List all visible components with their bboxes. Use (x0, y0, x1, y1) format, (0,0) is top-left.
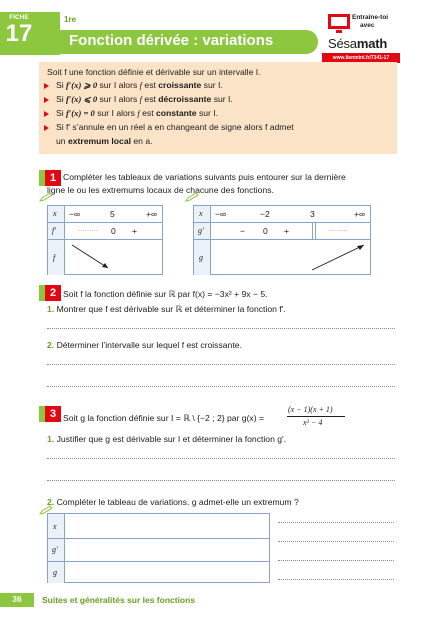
bullet-icon (44, 97, 49, 103)
table-header-x: x (199, 209, 203, 218)
ex1-instruction-2: ligne le ou les extremums locaux de chacune des fonctions. (47, 185, 274, 195)
pencil-icon (39, 192, 53, 202)
fraction-bar (287, 416, 345, 417)
x-value: +∞ (146, 209, 158, 219)
page-number: 36 (12, 594, 22, 604)
table-header-gprime: g′ (52, 545, 58, 554)
sesamath-logo: Sésamath (328, 36, 388, 51)
answer-line[interactable] (47, 480, 395, 481)
fiche-label: FICHE (9, 14, 29, 21)
gprime-zero: 0 (263, 226, 268, 236)
variation-table-g-ex3[interactable] (47, 513, 270, 583)
ex2-question-1: 1. Montrer que f est dérivable sur ℝ et déterminer la fonction f′. (47, 304, 286, 314)
ex2-statement: Soit f la fonction définie sur ℝ par f(x) = −3x² + 9x − 5. (63, 289, 268, 299)
table-header-x: x (53, 522, 57, 531)
x-value: −∞ (215, 209, 227, 219)
fraction-denominator: x² − 4 (303, 418, 323, 427)
intro-line-4: Si f′(x) = 0 sur I alors f est constante sur I. (56, 108, 219, 118)
fprime-zero: 0 (111, 226, 116, 236)
x-value: 5 (110, 209, 115, 219)
gprime-sign: + (284, 226, 290, 236)
gprime-sign: − (240, 226, 246, 236)
answer-blank[interactable]: ……… (328, 226, 348, 233)
exercise-number-3: 3 (45, 406, 61, 422)
ex3-question-2: 2. Compléter le tableau de variations. g admet-elle un extremum ? (47, 497, 299, 507)
table-header-x: x (53, 209, 57, 218)
answer-blank[interactable]: ……… (78, 226, 98, 233)
bullet-icon (44, 111, 49, 117)
increasing-arrow-icon (212, 240, 371, 275)
fprime-sign: + (132, 226, 138, 236)
level-badge: 1re (64, 15, 77, 24)
table-header-f: f (53, 253, 56, 262)
table-header-fprime: f′ (52, 226, 56, 235)
ex1-instruction: Compléter les tableaux de variations suivants puis entourer sur la dernière (63, 172, 346, 182)
exercise-number-2: 2 (45, 285, 61, 301)
x-value: −2 (260, 209, 270, 219)
x-value: 3 (310, 209, 315, 219)
sesamath-tagline-2: avec (360, 22, 375, 29)
ex2-question-2: 2. Déterminer l’intervalle sur lequel f est croissante. (47, 340, 242, 350)
footer-chapter: Suites et généralités sur les fonctions (42, 595, 196, 605)
intro-line-3: Si f′(x) ⩽ 0 sur I alors f est décroissante sur I. (56, 94, 233, 104)
sesamath-tagline: Entraîne-toi (352, 14, 389, 21)
fraction-numerator: (x − 1)(x + 1) (288, 405, 333, 414)
answer-line[interactable] (47, 328, 395, 329)
table-header-g: g (199, 253, 203, 262)
answer-line[interactable] (47, 386, 395, 387)
answer-line[interactable] (47, 458, 395, 459)
sesamath-link[interactable]: www.lienmini.fr/7341-17 (322, 53, 400, 63)
pencil-icon (39, 505, 53, 515)
answer-line[interactable] (278, 522, 394, 523)
ex3-question-1: 1. Justifier que g est dérivable sur I et déterminer la fonction g′. (47, 434, 287, 444)
bullet-icon (44, 125, 49, 131)
page-title: Fonction dérivée : variations (69, 32, 274, 49)
variation-table-g (193, 205, 371, 275)
answer-line[interactable] (278, 579, 394, 580)
intro-line-1: Soit f une fonction définie et dérivable sur un intervalle I. (47, 67, 261, 77)
ex3-statement: Soit g la fonction définie sur I = ℝ \ {−2 ; 2} par g(x) = (63, 413, 264, 423)
fiche-number: 17 (5, 20, 33, 47)
x-value: +∞ (354, 209, 366, 219)
variation-table-f (47, 205, 163, 275)
answer-line[interactable] (278, 560, 394, 561)
intro-line-6: un extremum local en a. (56, 136, 153, 146)
decreasing-arrow-icon (66, 240, 163, 275)
intro-line-5: Si f′ s’annule en un réel a en changeant de signe alors f admet (56, 122, 294, 132)
intro-line-2: Si f′(x) ⩾ 0 sur I alors f est croissante sur I. (56, 80, 223, 90)
table-header-g: g (53, 568, 57, 577)
pencil-icon (185, 192, 199, 202)
bullet-icon (44, 83, 49, 89)
x-value: −∞ (69, 209, 81, 219)
table-header-gprime: g′ (198, 226, 204, 235)
exercise-number-1: 1 (45, 170, 61, 186)
answer-line[interactable] (278, 541, 394, 542)
answer-line[interactable] (47, 364, 395, 365)
